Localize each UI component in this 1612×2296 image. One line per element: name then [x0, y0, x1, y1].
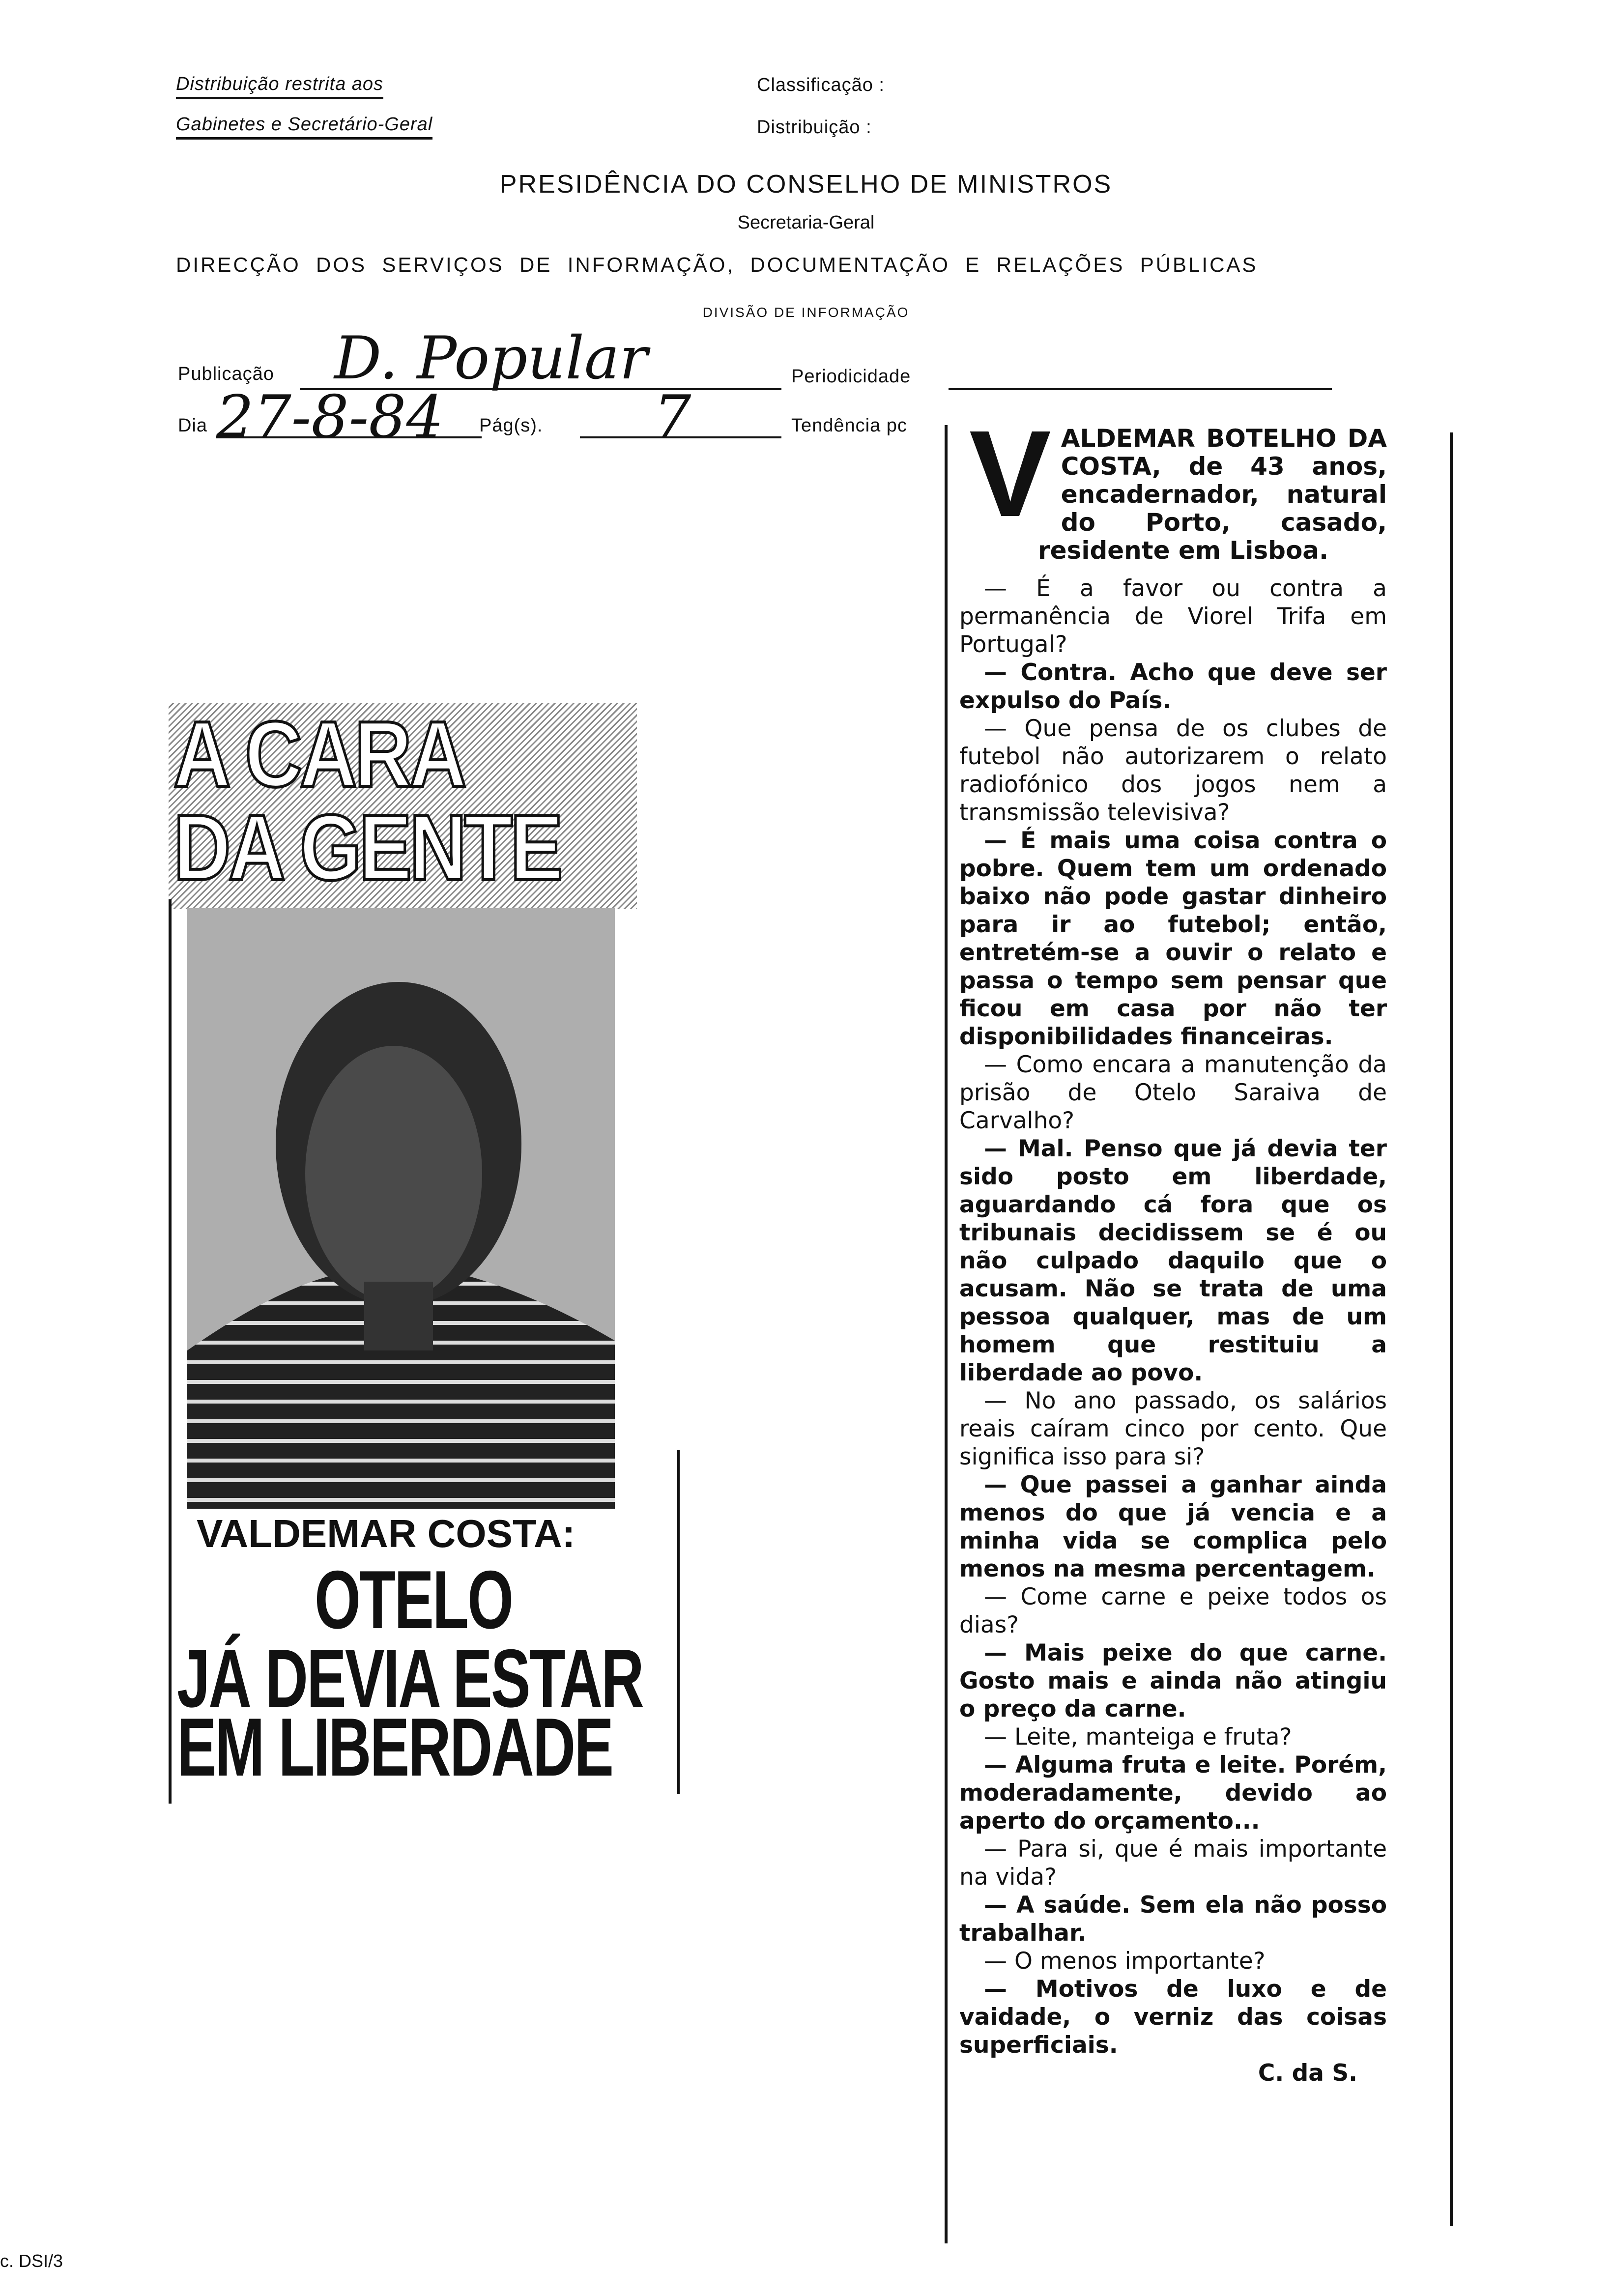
- question-paragraph: — Que pensa de os clubes de futebol não autorizarem o relato radiofónico dos jogos nem a transmissão televisiva?: [959, 715, 1387, 826]
- periodicity-label: Periodicidade: [791, 366, 911, 387]
- answer-paragraph: — Mais peixe do que carne. Gosto mais e ainda não atingiu o preço da carne.: [959, 1639, 1387, 1722]
- publication-label: Publicação: [178, 364, 274, 384]
- form-code: c. DSI/3: [0, 2251, 63, 2271]
- day-line: [216, 436, 482, 438]
- pages-handwritten: 7: [654, 383, 691, 452]
- question-paragraph: — Come carne e peixe todos os dias?: [959, 1583, 1387, 1638]
- answer-paragraph: — Que passei a ganhar ainda menos do que já vencia e a minha vida se complica pelo menos na mesma percentagem.: [959, 1471, 1387, 1582]
- article-lead: [969, 405, 1387, 565]
- drop-cap: V: [969, 405, 1051, 542]
- division: DIVISÃO DE INFORMAÇÃO: [702, 305, 910, 320]
- classification-label: Classificação :: [757, 75, 885, 95]
- day-handwritten: 27-8-84: [216, 383, 444, 452]
- distribution-restricted-line1: Distribuição restrita aos: [176, 74, 383, 99]
- lead-text: ALDEMAR BOTELHO DA COSTA, de 43 anos, encadernador, natural do Porto, casado, residente em Lisboa.: [1038, 424, 1387, 565]
- headline-line1: OTELO: [315, 1553, 513, 1646]
- org-title: PRESIDÊNCIA DO CONSELHO DE MINISTROS: [499, 170, 1113, 199]
- question-paragraph: — No ano passado, os salários reais caíram cinco por cento. Que significa isso para si?: [959, 1387, 1387, 1470]
- answer-paragraph: — A saúde. Sem ela não posso trabalhar.: [959, 1892, 1387, 1947]
- section-title-line2: DA GENTE: [173, 796, 561, 900]
- article-left-border: [945, 425, 948, 2243]
- question-paragraph: — Leite, manteiga e fruta?: [984, 1723, 1292, 1751]
- pages-label: Pág(s).: [479, 415, 543, 436]
- tendency-label: Tendência pc: [791, 415, 907, 436]
- interview-body: [959, 574, 1387, 2059]
- day-label: Dia: [178, 415, 208, 436]
- question-paragraph: — Para si, que é mais importante na vida?: [959, 1836, 1387, 1891]
- answer-paragraph: — É mais uma coisa contra o pobre. Quem tem um ordenado baixo não pode gastar dinheiro para ir ao futebol; então, entretém-se a ouvir o relato e passa o tempo sem pensar que ficou em casa por não ter disponibilidades financeiras.: [959, 827, 1387, 1050]
- directorate: DIRECÇÃO DOS SERVIÇOS DE INFORMAÇÃO, DOCUMENTAÇÃO E RELAÇÕES PÚBLICAS: [176, 253, 1258, 276]
- publication-handwritten: D. Popular: [334, 324, 648, 393]
- periodicity-line: [949, 388, 1332, 390]
- clipping-right-border: [677, 1450, 680, 1794]
- section-title-line1: A CARA: [173, 703, 464, 806]
- answer-paragraph: — Mal. Penso que já devia ter sido posto em liberdade, aguardando cá fora que os tribunais decidissem se é ou não culpado daquilo que o acusam. Não se trata de uma pessoa qualquer, mas de um homem que restituiu a liberdade ao povo.: [959, 1135, 1387, 1386]
- clipping-left-border: [169, 899, 172, 1804]
- question-paragraph: — Como encara a manutenção da prisão de Otelo Saraiva de Carvalho?: [959, 1051, 1387, 1134]
- author-signature: C. da S.: [1258, 2060, 1357, 2087]
- article-right-border: [1450, 432, 1453, 2226]
- distribution-restricted-line2: Gabinetes e Secretário-Geral: [176, 114, 432, 140]
- distribution-label: Distribuição :: [757, 117, 872, 138]
- answer-paragraph: — Alguma fruta e leite. Porém, moderadamente, devido ao aperto do orçamento...: [959, 1751, 1387, 1835]
- section-title-box: [169, 703, 637, 909]
- org-subtitle: Secretaria-Geral: [737, 212, 875, 233]
- answer-paragraph: — Contra. Acho que deve ser expulso do País.: [959, 659, 1387, 714]
- caption-name: VALDEMAR COSTA:: [197, 1512, 576, 1555]
- answer-paragraph: — Motivos de luxo e de vaidade, o verniz das coisas superficiais.: [959, 1976, 1387, 2059]
- portrait-photo: [187, 908, 615, 1509]
- interview-article: [959, 405, 1387, 2087]
- headline-line3: EM LIBERDADE: [177, 1701, 613, 1793]
- question-paragraph: — O menos importante?: [984, 1948, 1266, 1975]
- question-paragraph: — É a favor ou contra a permanência de Viorel Trifa em Portugal?: [959, 575, 1387, 658]
- headline-line2: JÁ DEVIA ESTAR: [177, 1632, 643, 1724]
